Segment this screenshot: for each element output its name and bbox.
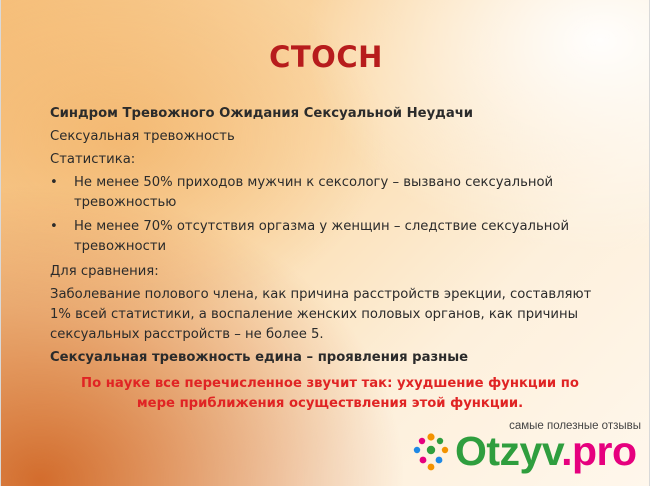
text-line-statistics: Статистика: — [50, 152, 136, 167]
watermark-wordmark — [455, 428, 637, 474]
list-item-text: Не менее 50% приходов мужчин к сексологу – вызвано сексуальной тревожностью — [74, 175, 554, 210]
text-line-anxiety: Сексуальная тревожность — [50, 129, 235, 144]
otzyv-watermark — [411, 420, 643, 480]
summary-bold-line: Сексуальная тревожность едина – проявления разные — [50, 350, 469, 365]
text-line-comparison-label: Для сравнения: — [50, 264, 159, 279]
watermark-tagline: самые полезные отзывы — [509, 420, 641, 432]
slide-heading: Синдром Тревожного Ожидания Сексуальной Неудачи — [50, 106, 474, 121]
list-item — [50, 173, 610, 213]
list-item-text: Не менее 70% отсутствия оргазма у женщин – следствие сексуальной тревожности — [74, 219, 570, 254]
wordmark-part-2: .pro — [561, 428, 637, 474]
highlight-note: По науке все перечисленное звучит так: ухудшение функции по мере приближения осуществления этой функции. — [81, 376, 579, 411]
slide-title: СТОСН — [269, 40, 383, 74]
otzyv-dots-figure-icon — [411, 432, 451, 472]
statistics-list — [50, 173, 610, 257]
list-item — [50, 217, 610, 257]
bullet-icon: • — [50, 175, 58, 190]
bullet-icon: • — [50, 219, 58, 234]
comparison-paragraph: Заболевание полового члена, как причина расстройств эрекции, составляют 1% всей статистики, а воспаление женских половых органов, как причины сексуальных расстройств – не более 5. — [50, 287, 592, 342]
slide-content — [50, 104, 610, 414]
wordmark-part-1: Otzyv — [455, 428, 562, 474]
